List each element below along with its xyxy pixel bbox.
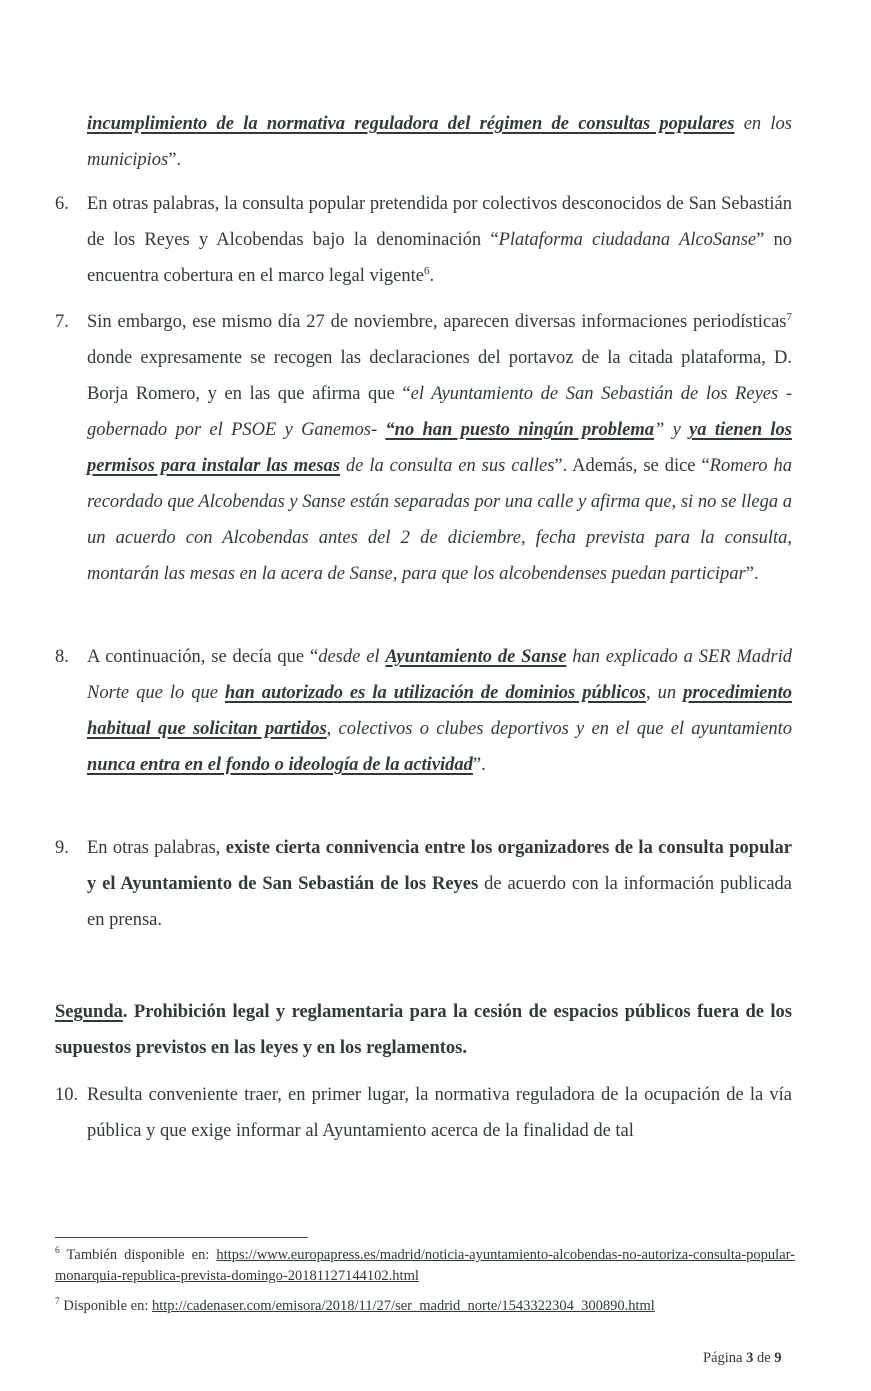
item-number: 10.: [55, 1085, 79, 1105]
item-text: A continuación, se decía que “: [87, 647, 319, 667]
item-text: En otras palabras,: [87, 838, 226, 858]
footnote-label: Disponible en:: [59, 1298, 152, 1314]
current-page: 3: [746, 1350, 754, 1366]
footnote-link[interactable]: https://www.europapress.es/madrid/noticia-ayuntamiento-alcobendas-no-autoriza-consulta-popular-monarquia-republica-prevista-domingo-20181127144102.html: [55, 1247, 795, 1284]
page-label: Página: [703, 1350, 747, 1366]
item-text: En otras palabras, la consulta popular pretendida por colectivos desconocidos de San Sebastián de los Reyes y Alcobendas bajo la denominación “: [87, 194, 792, 250]
page-of: de: [753, 1350, 775, 1366]
list-item-10: [55, 1077, 792, 1149]
item-text-italic: desde el: [318, 647, 386, 667]
item-text-italic: , un: [645, 683, 684, 703]
footnote-link[interactable]: http://cadenaser.com/emisora/2018/11/27/ser_madrid_norte/1543322304_300890.html: [151, 1298, 655, 1314]
item-number: 6.: [55, 194, 69, 214]
continuation-quote-italic: en los municipios: [87, 114, 792, 170]
item-text: ”. Además, se dice “: [554, 456, 710, 476]
continuation-paragraph: [87, 106, 792, 178]
item-body: [87, 639, 792, 783]
section-title: . Prohibición legal y reglamentaria para la cesión de espacios públicos fuera de los supuestos previstos en las leyes y en los reglamentos.: [55, 1002, 792, 1058]
footnote-number: 6: [55, 1246, 60, 1257]
item-text-emphasis: Ayuntamiento de Sanse: [385, 647, 567, 667]
list-item-6: [55, 186, 792, 294]
footnote-ref-7[interactable]: 7: [786, 310, 792, 323]
item-text-bold: existe cierta connivencia entre los organizadores de la consulta popular y el Ayuntamiento de San Sebastián de los Reyes: [87, 838, 792, 894]
total-pages: 9: [774, 1350, 782, 1366]
item-body: [87, 830, 792, 938]
item-number: 9.: [55, 838, 69, 858]
footnote-ref-6[interactable]: 6: [423, 264, 430, 277]
continuation-quote-end: ”.: [168, 150, 182, 170]
list-item-7: [55, 304, 792, 592]
page-number: [703, 1350, 782, 1367]
item-text-italic: ” y: [654, 420, 690, 440]
footnote-separator: [55, 1237, 308, 1238]
item-text: ” no encuentra cobertura en el marco legal vigente: [87, 230, 792, 286]
item-text-italic: Romero ha recordado que Alcobendas y Sanse están separadas por una calle y afirma que, si no se llega a un acuerdo con Alcobendas antes del 2 de diciembre, fecha prevista para la consulta, montarán las mesas en la acera de Sanse, para que los alcobendenses puedan participar: [87, 456, 792, 584]
item-text-italic: el Ayuntamiento de San Sebastián de los Reyes -gobernado por el PSOE y Ganemos-: [87, 384, 792, 440]
continuation-quote-emphasis: incumplimiento de la normativa reguladora del régimen de consultas populares: [87, 114, 735, 134]
item-body: Resulta conveniente traer, en primer lugar, la normativa reguladora de la ocupación de la vía pública y que exige informar al Ayuntamiento acerca de la finalidad de tal: [87, 1085, 792, 1141]
footnote-7: [55, 1296, 795, 1317]
item-body: [87, 304, 792, 592]
item-number: 7.: [55, 312, 69, 332]
item-text-italic: han explicado a SER Madrid Norte que lo que: [87, 647, 792, 703]
footnote-number: 7: [55, 1297, 60, 1308]
item-text: Sin embargo, ese mismo día 27 de noviembre, aparecen diversas informaciones periodísticas: [87, 312, 787, 332]
item-text-emphasis: han autorizado es la utilización de dominios públicos: [224, 683, 646, 703]
item-text-italic: Plataforma ciudadana AlcoSanse: [498, 230, 757, 250]
section-label: Segunda: [55, 1002, 123, 1022]
section-heading: [55, 994, 792, 1066]
list-item-9: [55, 830, 792, 938]
item-body: [87, 186, 792, 294]
item-text: ”.: [745, 564, 759, 584]
item-text-emphasis: procedimiento habitual que solicitan partidos: [87, 683, 793, 739]
item-text-emphasis: “no han puesto ningún problema: [385, 420, 654, 440]
item-text: de acuerdo con la información publicada en prensa.: [87, 874, 792, 930]
item-number: 8.: [55, 647, 69, 667]
item-text: donde expresamente se recogen las declaraciones del portavoz de la citada plataforma, D. Borja Romero, y en las que afirma que “: [87, 348, 792, 404]
item-text: ”.: [472, 755, 486, 775]
item-text-italic: , colectivos o clubes deportivos y en el que el ayuntamiento: [326, 719, 793, 739]
item-text: .: [429, 266, 435, 286]
item-text-emphasis: ya tienen los permisos para instalar las mesas: [87, 420, 792, 476]
list-item-8: [55, 639, 792, 783]
footnote-6: [55, 1245, 795, 1287]
item-text-italic: de la consulta en sus calles: [339, 456, 555, 476]
footnote-label: También disponible en:: [59, 1247, 217, 1263]
item-text-emphasis: nunca entra en el fondo o ideología de la actividad: [87, 755, 473, 775]
